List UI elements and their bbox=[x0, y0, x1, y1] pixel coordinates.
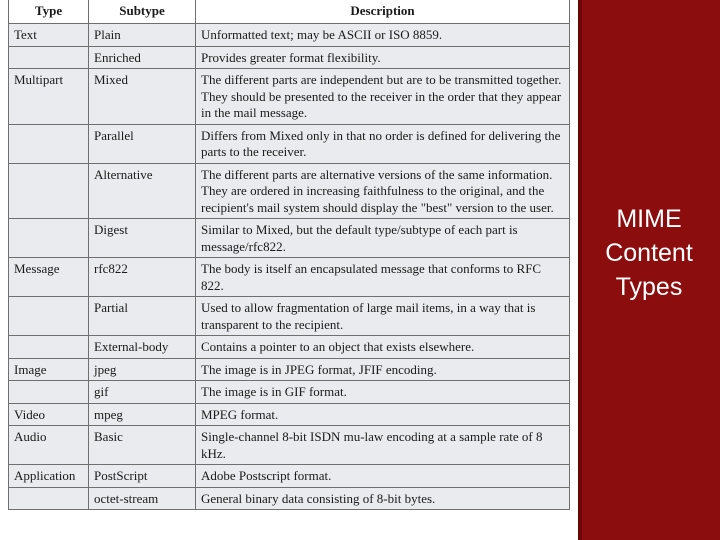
table-row bbox=[9, 465, 570, 488]
table-row bbox=[9, 163, 570, 219]
cell-description: Provides greater format flexibility. bbox=[196, 46, 570, 69]
table-row bbox=[9, 358, 570, 381]
cell-type: Video bbox=[9, 403, 89, 426]
cell-type bbox=[9, 163, 89, 219]
cell-subtype: rfc822 bbox=[89, 258, 196, 297]
cell-type: Message bbox=[9, 258, 89, 297]
cell-type bbox=[9, 297, 89, 336]
cell-type: Multipart bbox=[9, 69, 89, 125]
table-row bbox=[9, 426, 570, 465]
cell-type bbox=[9, 487, 89, 510]
cell-type bbox=[9, 124, 89, 163]
slide-title bbox=[578, 202, 720, 304]
slide-title-line: Types bbox=[615, 273, 683, 301]
header-subtype: Subtype bbox=[89, 0, 196, 24]
cell-type bbox=[9, 381, 89, 404]
table-row bbox=[9, 46, 570, 69]
cell-subtype: Basic bbox=[89, 426, 196, 465]
title-side-panel bbox=[578, 0, 720, 540]
cell-subtype: jpeg bbox=[89, 358, 196, 381]
slide-title-line: MIME bbox=[616, 205, 682, 233]
table-row bbox=[9, 24, 570, 47]
cell-description: MPEG format. bbox=[196, 403, 570, 426]
cell-subtype: gif bbox=[89, 381, 196, 404]
cell-description: Unformatted text; may be ASCII or ISO 8859. bbox=[196, 24, 570, 47]
cell-subtype: mpeg bbox=[89, 403, 196, 426]
cell-subtype: External-body bbox=[89, 336, 196, 359]
cell-description: The different parts are alternative versions of the same information. They are ordered in increasing faithfulness to the original, and the recipient's mail system should display the "best" version to the user. bbox=[196, 163, 570, 219]
table-header-row bbox=[9, 0, 570, 24]
cell-description: The different parts are independent but are to be transmitted together. They should be presented to the receiver in the order that they appear in the mail message. bbox=[196, 69, 570, 125]
slide-title-line: Content bbox=[605, 239, 693, 267]
cell-description: The body is itself an encapsulated message that conforms to RFC 822. bbox=[196, 258, 570, 297]
cell-type bbox=[9, 46, 89, 69]
cell-subtype: octet-stream bbox=[89, 487, 196, 510]
cell-description: Adobe Postscript format. bbox=[196, 465, 570, 488]
cell-subtype: Enriched bbox=[89, 46, 196, 69]
cell-type: Application bbox=[9, 465, 89, 488]
cell-subtype: Parallel bbox=[89, 124, 196, 163]
cell-type bbox=[9, 219, 89, 258]
cell-subtype: Partial bbox=[89, 297, 196, 336]
header-type: Type bbox=[9, 0, 89, 24]
table-row bbox=[9, 297, 570, 336]
cell-type: Image bbox=[9, 358, 89, 381]
table-row bbox=[9, 69, 570, 125]
table-row bbox=[9, 258, 570, 297]
cell-description: Contains a pointer to an object that exists elsewhere. bbox=[196, 336, 570, 359]
cell-type bbox=[9, 336, 89, 359]
cell-description: Differs from Mixed only in that no order is defined for delivering the parts to the receiver. bbox=[196, 124, 570, 163]
cell-description: The image is in JPEG format, JFIF encoding. bbox=[196, 358, 570, 381]
cell-subtype: PostScript bbox=[89, 465, 196, 488]
table-row bbox=[9, 487, 570, 510]
table-row bbox=[9, 403, 570, 426]
table-row bbox=[9, 336, 570, 359]
cell-description: The image is in GIF format. bbox=[196, 381, 570, 404]
cell-subtype: Digest bbox=[89, 219, 196, 258]
cell-subtype: Plain bbox=[89, 24, 196, 47]
cell-type: Text bbox=[9, 24, 89, 47]
cell-description: Used to allow fragmentation of large mail items, in a way that is transparent to the recipient. bbox=[196, 297, 570, 336]
cell-type: Audio bbox=[9, 426, 89, 465]
table-row bbox=[9, 124, 570, 163]
cell-description: Single-channel 8-bit ISDN mu-law encoding at a sample rate of 8 kHz. bbox=[196, 426, 570, 465]
cell-description: General binary data consisting of 8-bit bytes. bbox=[196, 487, 570, 510]
cell-subtype: Alternative bbox=[89, 163, 196, 219]
cell-subtype: Mixed bbox=[89, 69, 196, 125]
cell-description: Similar to Mixed, but the default type/subtype of each part is message/rfc822. bbox=[196, 219, 570, 258]
table-row bbox=[9, 381, 570, 404]
table-row bbox=[9, 219, 570, 258]
header-description: Description bbox=[196, 0, 570, 24]
mime-types-table bbox=[8, 0, 570, 510]
